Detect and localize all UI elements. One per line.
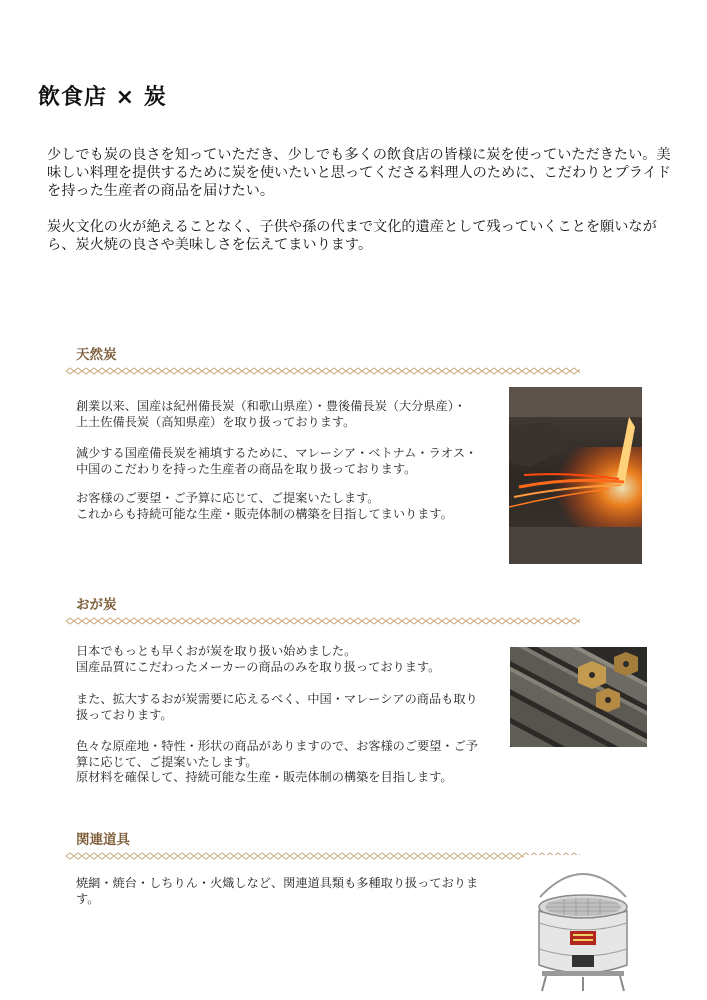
natural-charcoal-text-1: 創業以来、国産は紀州備長炭（和歌山県産）・豊後備長炭（大分県産）・上土佐備長炭（高知県産）を取り扱っております。 [76, 399, 466, 429]
ogatan-text-1: 日本でもっとも早くおが炭を取り扱い始めました。 国産品質にこだわったメーカーの商品のみを取り扱っております。 [76, 644, 441, 674]
page-title: 飲食店 × 炭 [38, 85, 167, 110]
section-heading-natural-charcoal: 天然炭 [76, 347, 117, 363]
natural-charcoal-text-3: お客様のご要望・ご予算に応じて、ご提案いたします。 これからも持続可能な生産・販売体制の構築を目指してまいります。 [76, 491, 453, 521]
section-divider [66, 852, 580, 860]
section-heading-ogatan: おが炭 [76, 597, 117, 613]
ogatan-text-2: また、拡大するおが炭需要に応えるべく、中国・マレーシアの商品も取り扱っております。 [76, 692, 478, 722]
natural-charcoal-text-2: 減少する国産備長炭を補填するために、マレーシア・ベトナム・ラオス・中国のこだわりを持った生産者の商品を取り扱っております。 [76, 446, 478, 476]
shichirin-grill-photo [524, 855, 642, 995]
kiln-fire-photo [509, 387, 642, 564]
section-divider [66, 617, 580, 625]
intro-paragraph-1: 少しでも炭の良さを知っていただき、少しでも多くの飲食店の皆様に炭を使っていただきたい。美味しい料理を提供するために炭を使いたいと思ってくださる料理人のために、こだわりとプライドを持った生産者の商品を届けたい。 [47, 147, 671, 199]
related-tools-text: 焼網・焼台・しちりん・火熾しなど、関連道具類も多種取り扱っております。 [76, 876, 479, 906]
ogatan-text-3: 色々な原産地・特性・形状の商品がありますので、お客様のご要望・ご予算に応じて、ご提案いたします。 原材料を確保して、持続可能な生産・販売体制の構築を目指します。 [76, 739, 478, 784]
section-heading-related-tools: 関連道具 [76, 832, 130, 848]
section-divider [66, 367, 580, 375]
ogatan-briquettes-photo [510, 647, 647, 747]
intro-paragraph-2: 炭火文化の火が絶えることなく、子供や孫の代まで文化的遺産として残っていくことを願いながら、炭火焼の良さや美味しさを伝えてまいります。 [47, 219, 657, 253]
